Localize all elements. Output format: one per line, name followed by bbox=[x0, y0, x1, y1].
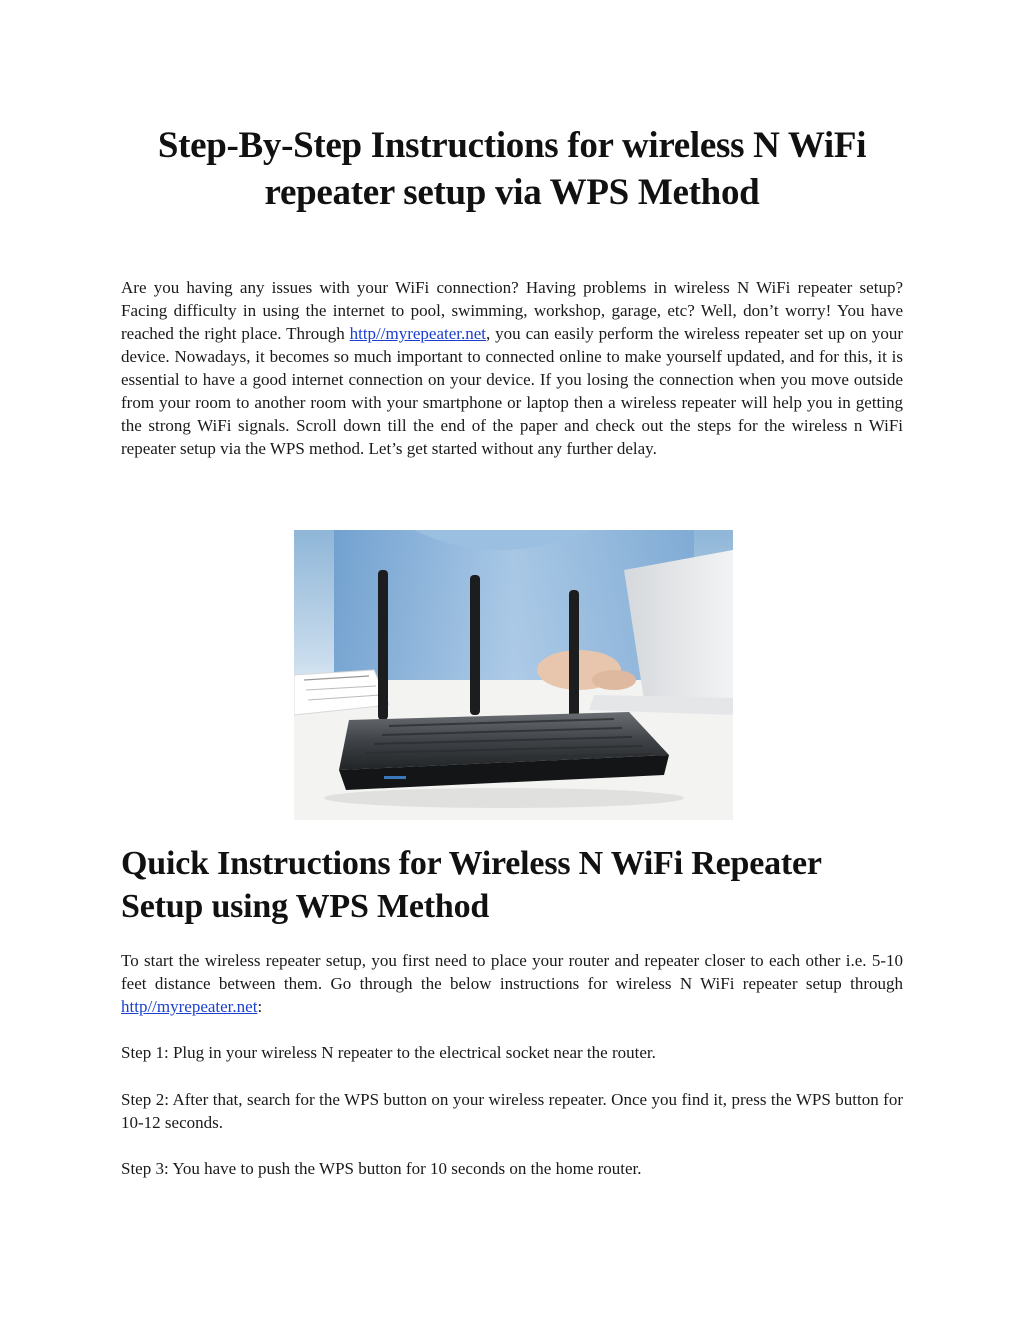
router-photo bbox=[294, 530, 733, 820]
section-heading-line-2: Setup using WPS Method bbox=[121, 888, 490, 925]
wifi-router-photo-icon bbox=[294, 530, 733, 820]
quick-text-2: : bbox=[257, 997, 263, 1016]
page-title-line-2: repeater setup via WPS Method bbox=[264, 172, 760, 213]
quick-instructions-paragraph bbox=[121, 949, 903, 1018]
page-title-line-1: Step-By-Step Instructions for wireless N WiFi bbox=[157, 125, 867, 166]
step-1: Step 1: Plug in your wireless N repeater to the electrical socket near the router. bbox=[121, 1043, 656, 1062]
myrepeater-link[interactable]: http//myrepeater.net bbox=[349, 324, 487, 343]
page-title bbox=[121, 122, 903, 216]
step-3: Step 3: You have to push the WPS button for 10 seconds on the home router. bbox=[121, 1159, 642, 1178]
myrepeater-link-2[interactable]: http//myrepeater.net bbox=[121, 997, 258, 1016]
intro-paragraph bbox=[121, 276, 903, 460]
section-heading bbox=[121, 842, 903, 928]
intro-text-2: , you can easily perform the wireless repeater set up on your device. Nowadays, it becomes so much important to connected online to make yourself updated, and for this, it is essential to have a good internet connection on your device. If you losing the connection when you move outside from your room to another room with your smartphone or laptop then a wireless repeater will help you in getting the strong WiFi signals. Scroll down till the end of the paper and check out the steps for the wireless n WiFi repeater setup via the WPS method. Let’s get started without any further delay. bbox=[121, 324, 903, 458]
intro-text-1: Are you having any issues with your WiFi connection? Having problems in wireless N WiFi repeater setup? Facing difficulty in using the internet to pool, swimming, workshop, garage, etc? Well, don’t worry! You have reached the right place. Through bbox=[121, 278, 903, 343]
section-heading-line-1: Quick Instructions for Wireless N WiFi Repeater bbox=[121, 845, 822, 882]
step-2: Step 2: After that, search for the WPS button on your wireless repeater. Once you find it, press the WPS button for 10-12 seconds. bbox=[121, 1090, 903, 1132]
quick-text-1: To start the wireless repeater setup, you first need to place your router and repeater closer to each other i.e. 5-10 feet distance between them. Go through the below instructions for wireless N WiFi repeater setup through bbox=[121, 951, 903, 993]
